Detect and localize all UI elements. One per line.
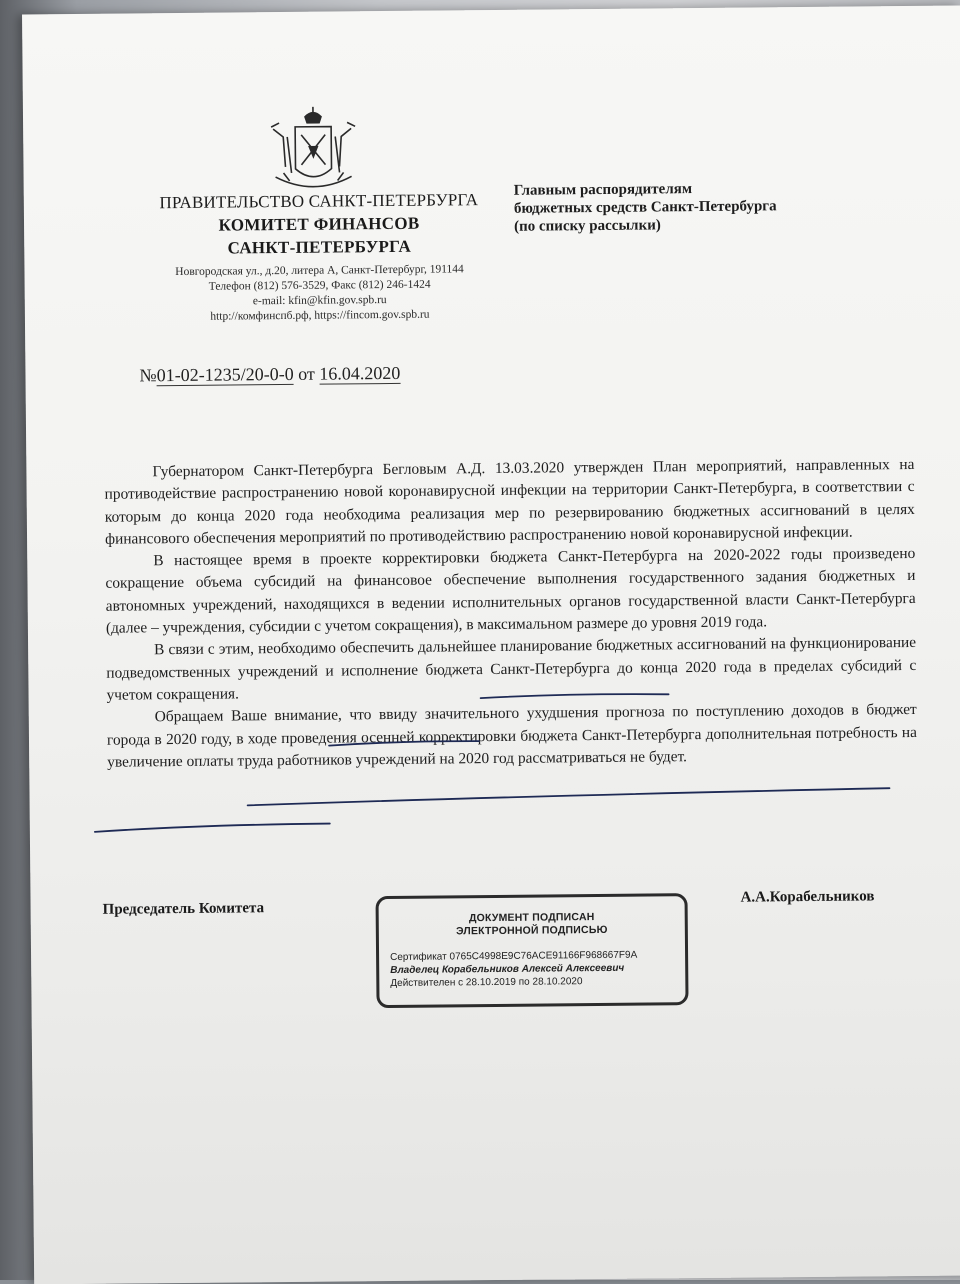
number-sign: № [139,365,156,385]
stamp-owner: Владелец Корабельников Алексей Алексеевич [390,961,685,977]
stamp-title-1: ДОКУМЕНТ ПОДПИСАН [379,910,685,925]
org-phone: Телефон (812) 576-3529, Факс (812) 246-1424 [115,277,525,296]
paragraph-2: В настоящее время в проекте корректировки бюджета Санкт-Петербурга на 2020-2022 годы произведено сокращение объема субсидий на финансовое обеспечение выполнения государственного задания бюджетных и автономных учреждений, находящихся в ведении исполнительных органов государственной власти Санкт-Петербурга (далее – учреждения, субсидии с учетом сокращения), в максимальном размере до уровня 2019 года. [105,543,916,640]
stamp-certificate: Сертификат 0765C4998E9C76ACE91166F968667F9A [390,948,685,964]
recipient-line-2: бюджетных средств Санкт-Петербурга [514,196,874,217]
stamp-title-2: ЭЛЕКТРОННОЙ ПОДПИСЬЮ [379,923,685,938]
org-email: e-mail: kfin@kfin.gov.spb.ru [115,292,525,311]
recipient-line-1: Главным распорядителям [514,178,874,199]
letter-body [104,454,917,774]
recipient-block [514,178,875,235]
electronic-signature-stamp [376,893,689,1008]
org-committee-name: КОМИТЕТ ФИНАНСОВ [124,213,514,237]
org-web: http://комфинспб.рф, https://fincom.gov.spb.ru [115,307,525,326]
org-government-name: ПРАВИТЕЛЬСТВО САНКТ-ПЕТЕРБУРГА [124,190,514,214]
org-contacts [114,262,525,326]
signatory-name: А.А.Корабельников [740,888,874,906]
date-prefix: от [298,364,315,384]
org-committee-city: САНКТ-ПЕТЕРБУРГА [124,236,514,260]
paragraph-4: Обращаем Ваше внимание, что ввиду значительного ухудшения прогноза по поступлению доходов в бюджет города в 2020 году, в ходе проведения осенней корректировки бюджета Санкт-Петербурга дополнительная потребность на увеличение оплаты труда работников учреждений на 2020 год рассматриваться не будет. [107,699,918,774]
number-value: 01-02-1235/20-0-0 [157,364,294,386]
paragraph-1: Губернатором Санкт-Петербурга Бегловым А.Д. 13.03.2020 утвержден План мероприятий, направленных на противодействие распространению новой коронавирусной инфекции на территории Санкт-Петербурга, в соответствии с которым до конца 2020 года необходима реализация мер по резервированию бюджетных ассигнований в целях финансового обеспечения мероприятий по противодействию распространению новой коронавирусной инфекции. [104,454,915,551]
date-value: 16.04.2020 [319,363,400,385]
org-address: Новгородская ул., д.20, литера А, Санкт-Петербург, 191144 [114,262,524,281]
paragraph-3: В связи с этим, необходимо обеспечить дальнейшее планирование бюджетных ассигнований на функционирование подведомственных учреждений и исполнение бюджета Санкт-Петербурга до конца 2020 года в пределах субсидий с учетом сокращения. [106,632,917,707]
signatory-position: Председатель Комитета [103,900,265,919]
recipient-line-3: (по списку рассылки) [514,214,874,235]
document-page [22,5,960,1284]
stamp-validity: Действителен с 28.10.2019 по 28.10.2020 [390,974,685,990]
document-number [139,363,400,387]
